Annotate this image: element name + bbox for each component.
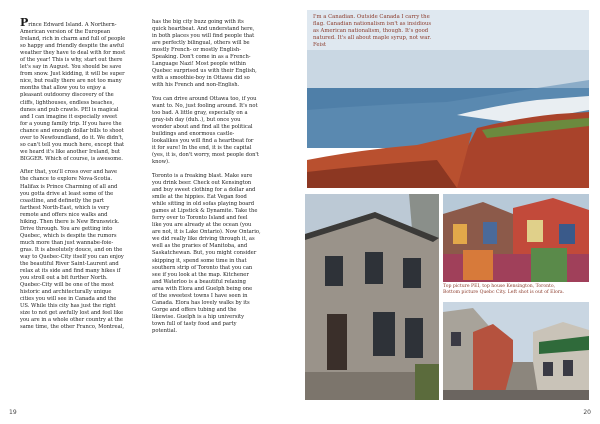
drop-cap: P [20,16,29,29]
feist-quote: I'm a Canadian. Outside Canada I carry the flag. Canadian nationalism isn't as insidious as American nationalism, though. It's good natured. It's all about maple syrup, not war. Feist [313,14,432,49]
photo-elora-house [305,194,439,400]
quebec-city-image [443,302,589,400]
paragraph-bilingual: has the big city buzz going with its quick heartbeat. And understand here, in both places you will find people that are perfectly bilingual, others will be mostly French- or mostly English- Speaking. Don't come in as a French- Language Nazi! Most people within Quebec surprised us with their English, with a smoothie-boy in Ottawa did so with his French and non-English. [152,19,257,89]
paragraph-pei [20,16,144,163]
elora-house-image [305,194,439,400]
photo-pei-coast [307,10,589,188]
page-number-right: 20 [583,409,591,416]
page-number-left: 19 [9,409,17,416]
paragraph-pei-text: rince Edward Island. A Northern- American version of the European Ireland, rich in charm and full of people so happy and friendly despite the awful weather they have to deal with for most of the year! This is why, start out there let's say in August. You should be save from snow. Just kidding, it will be super nice, but really there are not too many months that allow you to enjoy a pleasant outdoorsy discovery of the cliffs, lighthouses, endless beaches, dunes and pub crawls. PEI is magical and I can imagine it especially sweet for a young family trip. If you have the chance and enough dollar bills to shoot over to Newfoundland, do it. We didn't, so can't tell you much here, except that we heard it's like another Ireland, but BIGGER. Which of course, is awesome. [20,22,126,162]
paragraph-toronto: Toronto is a freaking blast. Make sure you drink beer. Check out Kensington and buy sweet clothing for a dollar and smile at the hippies. Eat Vegan food while sitting in old sofas playing board games at Lipstick & Dynamite. Take the ferry over to Toronto Island and feel like you are already at the ocean (you are not, it is Lake Ontario). Now Ontario, we did really like driving through it, as well as the praries of Manitoba, and Saskatchewan. But, you might consider skipping it, spend some time in that southern strip of Toronto that you can see if you look at the map. Kitchener and Waterloo is a beautiful relaxing area with Elora and Guelph being one of the sweetest towns I have seen in Canada. Elora has lovely walks by its Gorge and offers tubing and the likewise. Guelph is a hip university town full of tasty food and party potential. [152,172,261,334]
left-column-1 [20,16,144,338]
photo-caption: Top picture PEI, top house Kensington, Toronto, Bottom picture Quebc City. Left shot is out of Elora. [443,284,565,296]
paragraph-nova-scotia: After that, you'll cross over and have the chance to explore Nova-Scotia. Halifax is Prince Charming of all and you gotta drive at least some of the coastline, and definetly the part farthest North-East, which is very remote and offers nice walks and hiking. Then there is New Brunswick. Drive through. You are getting into Quebec, which is despite the rumors much more than just wannabe-foie- gras. It is absolutely douce, and on the way to Quebec-City itself you can enjoy the beautiful River Saint-Laurent and relax at its side and find many hikes if you stroll out a bit further North. Quebec-City will be one of the most historic and architecturally unique cities you will see in Canada and the US. While this city has just the right size to not get awfully lost and feel like you are in a whole other country at the same time, the other Franco, Montreal, [20,169,124,331]
photo-kensington-house [443,194,589,282]
photo-quebec-city [443,302,589,400]
left-column-2 [152,19,280,342]
kensington-image [443,194,589,282]
paragraph-ottawa: You can drive around Ottawa too, if you want to. No, just fooling around. It's not too bad. A little gray, especially on a gray-ish day (duh..), but once you wonder about and find all the political buildings and enormous castle- lookalikes you will find a heartbeat for it for sure! In the end, it is the capital (yes, it is, don't worry, most people don't know). [152,95,259,166]
